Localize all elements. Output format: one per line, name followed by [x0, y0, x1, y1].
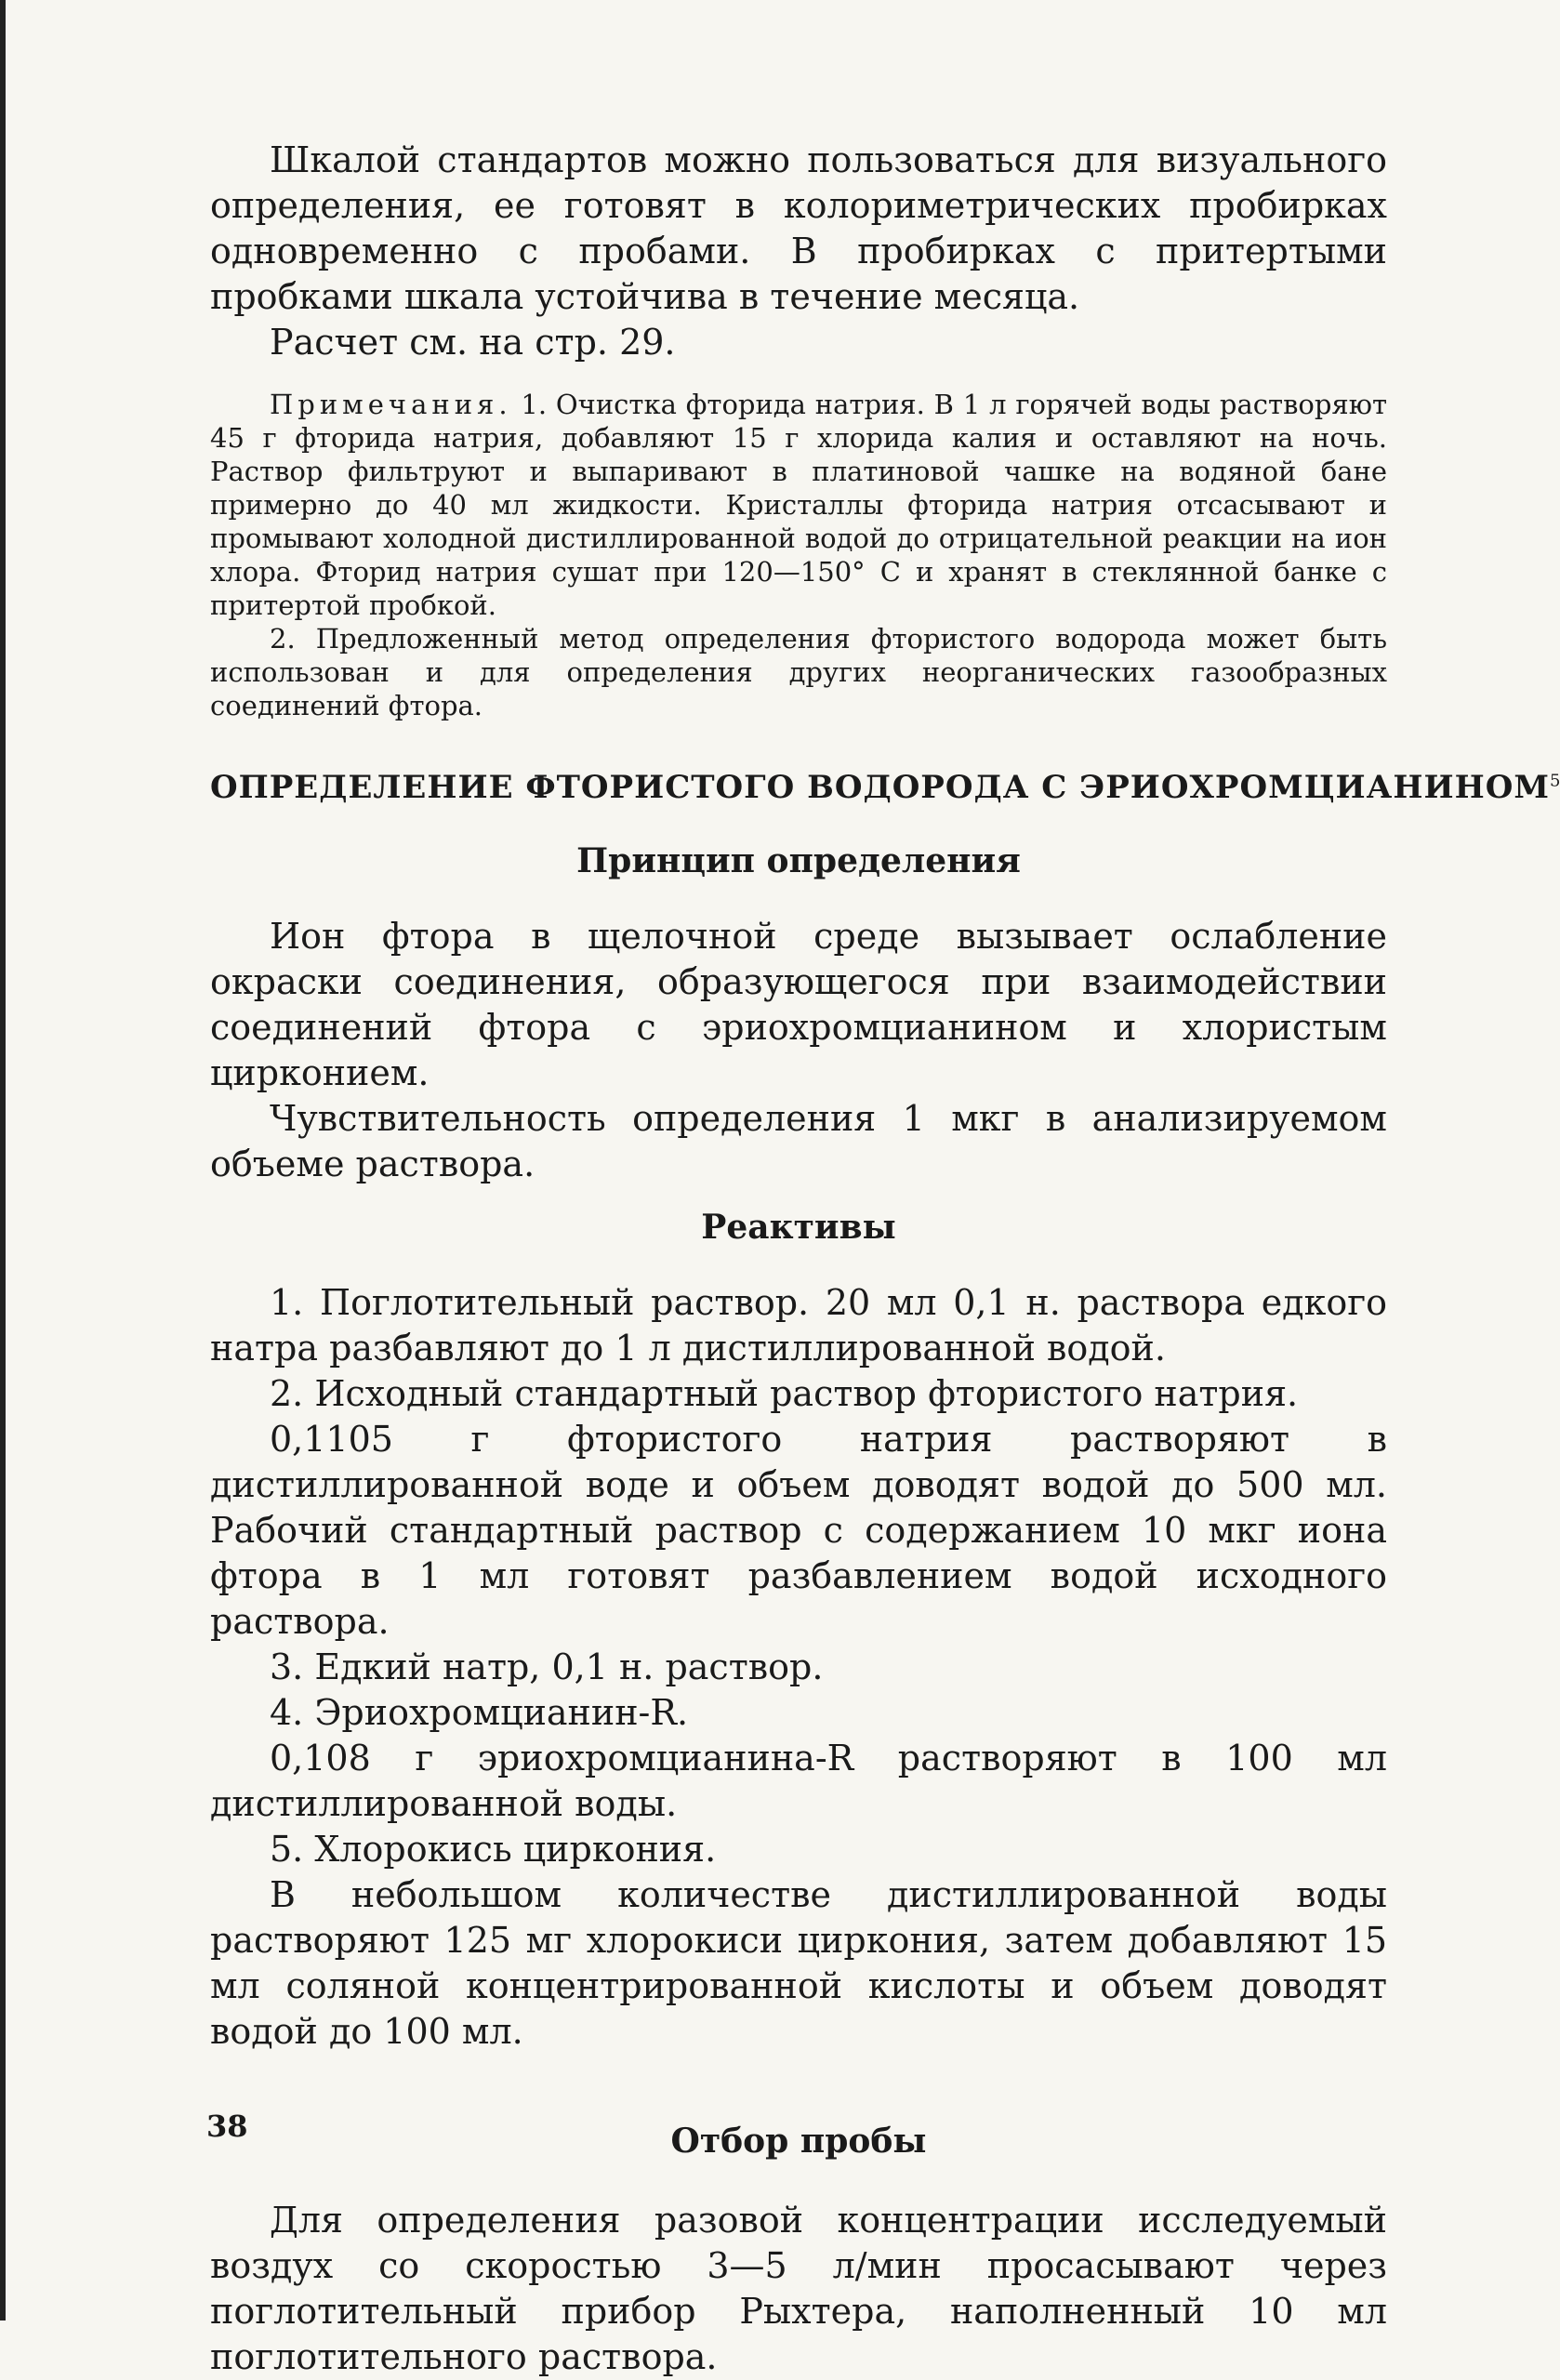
reagent-item: 3. Едкий натр, 0,1 н. раствор.: [270, 1646, 824, 1687]
reagent-item: 0,1105 г фтористого натрия растворяют в дистиллированной воде и объем доводят водой до 500 мл. Рабочий стандартный раствор с содержанием 10 мкг иона фтора в 1 мл готовят разбавлением водой исходного раствора.: [210, 1419, 1387, 1642]
note-1-text: 1. Очистка фторида натрия. В 1 л горячей воды растворяют 45 г фторида натрия, добавляют 15 г хлорида калия и оставляют на ночь. Раствор фильтруют и выпаривают в платиновой чашке на водяной бане примерно до 40 мл жидкости. Кристаллы фторида натрия отсасывают и промывают холодной дистиллированной водой до отрицательной реакции на ион хлора. Фторид натрия сушат при 120—150° С и хранят в стеклянной банке с притертой пробкой.: [210, 389, 1388, 621]
notes-label: Примечания.: [270, 389, 512, 420]
reagent-item: 1. Поглотительный раствор. 20 мл 0,1 н. раствора едкого натра разбавляют до 1 л дистиллированной водой.: [210, 1282, 1387, 1368]
section-title: [210, 769, 1560, 806]
reagents-heading: Реактивы: [701, 1208, 896, 1247]
note-1: [210, 388, 1387, 622]
sensitivity-paragraph: Чувствительность определения 1 мкг в анализируемом объеме раствора.: [210, 1098, 1387, 1184]
principle-heading: Принцип определения: [576, 841, 1021, 880]
section-title-text: ОПРЕДЕЛЕНИЕ ФТОРИСТОГО ВОДОРОДА С ЭРИОХРОМЦИАНИНОМ: [210, 769, 1550, 806]
reagent-item: 0,108 г эриохромцианина-R растворяют в 100 мл дистиллированной воды.: [210, 1738, 1387, 1824]
note-2: 2. Предложенный метод определения фтористого водорода может быть использован и для определения других неорганических газообразных соединений фтора.: [210, 623, 1387, 721]
notes-block: [210, 388, 1387, 722]
sampling-paragraph: Для определения разовой концентрации исследуемый воздух со скоростью 3—5 л/мин просасывают через поглотительный прибор Рыхтера, наполненный 10 мл поглотительного раствора.: [210, 2200, 1387, 2377]
reagent-item: В небольшом количестве дистиллированной воды растворяют 125 мг хлорокиси циркония, затем добавляют 15 мл соляной концентрированной кислоты и объем доводят водой до 100 мл.: [210, 1874, 1387, 2052]
reagent-item: 4. Эриохромцианин-R.: [270, 1692, 689, 1733]
footnote-ref: 5: [1550, 771, 1560, 791]
scan-page-edge: [0, 0, 6, 2320]
page-number: 38: [206, 2109, 248, 2144]
sampling-heading: Отбор пробы: [670, 2122, 927, 2161]
reagent-item: 2. Исходный стандартный раствор фтористого натрия.: [270, 1373, 1299, 1414]
reagent-item: 5. Хлорокись циркония.: [270, 1829, 717, 1870]
page-content: [210, 138, 1560, 2380]
intro-reference: Расчет см. на стр. 29.: [270, 322, 676, 363]
intro-paragraph: Шкалой стандартов можно пользоваться для визуального определения, ее готовят в колориметрических пробирках одновременно с пробами. В пробирках с притертыми пробками шкала устойчива в течение месяца.: [210, 139, 1387, 317]
principle-paragraph: Ион фтора в щелочной среде вызывает ослабление окраски соединения, образующегося при взаимодействии соединений фтора с эриохромцианином и хлористым цирконием.: [210, 916, 1387, 1093]
